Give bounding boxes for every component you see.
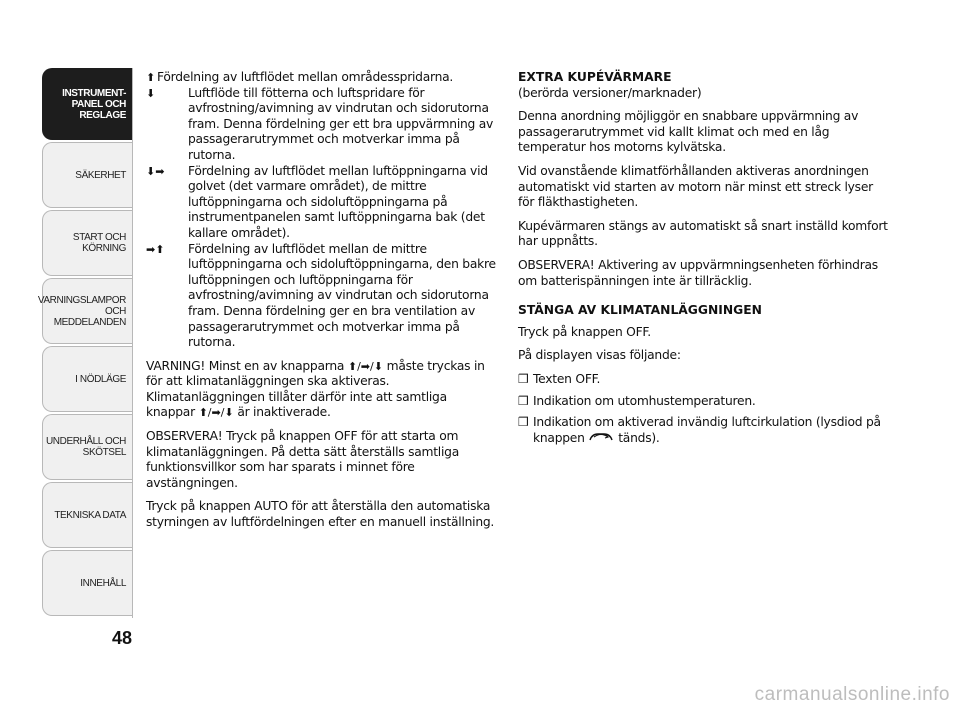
section-heading-2: STÄNGA AV KLIMATANLÄGGNINGEN bbox=[518, 303, 762, 318]
left-column bbox=[146, 70, 498, 539]
tab-varningslampor[interactable]: VARNINGSLAMPOR OCH MEDDELANDEN bbox=[42, 278, 132, 344]
arrow-down-icon: ⬇ bbox=[146, 86, 156, 100]
list-item: ⬆ Fördelning av luftflödet mellan områdesspridarna. bbox=[146, 70, 454, 84]
list-item: ➡⬆ Fördelning av luftflödet mellan de mittre luftöppningarna och sidoluftöppningarna, den bakre luftöppningen och luftöppningarna för avfrostning/avimning av vindrutan och sidorutorna fram. Denna fördelning ger en bra ventilation av passagerarutrymmet och motverkar imma på rutorna. bbox=[146, 241, 496, 350]
chapter-tabs bbox=[37, 68, 132, 618]
right-column bbox=[518, 70, 890, 452]
note-off-paragraph: OBSERVERA! Tryck på knappen OFF för att starta om klimatanläggningen. På detta sätt återställs samtliga funktionsvillkor som har sparats i minnet före avstängningen. bbox=[146, 429, 459, 490]
paragraph: På displayen visas följande: bbox=[518, 348, 681, 363]
checkbox-bullet-icon: ❒ bbox=[518, 371, 529, 386]
paragraph: Kupévärmaren stängs av automatiskt så snart inställd komfort har uppnåtts. bbox=[518, 218, 888, 249]
tab-start-och-korning[interactable]: START OCH KÖRNING bbox=[42, 210, 132, 276]
auto-paragraph: Tryck på knappen AUTO för att återställa den automatiska styrningen av luftfördelningen efter en manuell inställning. bbox=[146, 499, 495, 530]
watermark: carmanualsonline.info bbox=[754, 684, 950, 705]
checkbox-bullet-icon: ❒ bbox=[518, 415, 529, 430]
arrow-down-right-icon: ⬇➡ bbox=[146, 164, 165, 178]
section-heading: EXTRA KUPÉVÄRMARE bbox=[518, 70, 672, 84]
checkbox-bullet-icon: ❒ bbox=[518, 393, 529, 408]
arrow-right-up-icon: ➡⬆ bbox=[146, 242, 165, 256]
tab-tekniska-data[interactable]: TEKNISKA DATA bbox=[42, 482, 132, 548]
bullet-item: ❒ Texten OFF. bbox=[518, 371, 601, 386]
page-number: 48 bbox=[111, 628, 132, 648]
arrow-up-icon: ⬆ bbox=[146, 71, 156, 84]
tab-underhall[interactable]: UNDERHÅLL OCH SKÖTSEL bbox=[42, 414, 132, 480]
tab-innehall[interactable]: INNEHÅLL bbox=[42, 550, 132, 616]
paragraph: Vid ovanstående klimatförhållanden aktiveras anordningen automatiskt vid starten av motorn när minst ett streck lyser för fläkthastigheten. bbox=[518, 163, 873, 210]
paragraph: Tryck på knappen OFF. bbox=[518, 324, 651, 339]
warning-paragraph: VARNING! Minst en av knapparna ⬆/➡/⬇ måste tryckas in för att klimatanläggningen ska aktiveras. Klimatanläggningen tillåter därför inte att samtliga knappar ⬆/➡/⬇ är inaktiverade. bbox=[146, 358, 485, 420]
tab-sakerhet[interactable]: SÄKERHET bbox=[42, 142, 132, 208]
arrows-icon: ⬆/➡/⬇ bbox=[198, 406, 234, 420]
paragraph: Denna anordning möjliggör en snabbare uppvärmning av passagerarutrymmet vid kallt klimat och med en låg temperatur hos motorns kylvätska. bbox=[518, 109, 859, 155]
arrows-icon: ⬆/➡/⬇ bbox=[347, 359, 383, 373]
bullet-item: ❒ Indikation om aktiverad invändig luftcirkulation (lysdiod på knappen tänds). bbox=[518, 415, 881, 445]
tab-i-nodlage[interactable]: I NÖDLÄGE bbox=[42, 346, 132, 412]
tab-instrumentpanel[interactable]: INSTRUMENT-PANEL OCH REGLAGE bbox=[42, 68, 132, 140]
list-item: ⬇ Luftflöde till fötterna och luftspridare för avfrostning/avimning av vindrutan och sidorutorna fram. Denna fördelning ger ett bra uppvärmning av passagerarutrymmet och motverkar imma på rutorna. bbox=[146, 85, 494, 162]
tabs-divider bbox=[132, 68, 133, 618]
section-subheading: (berörda versioner/marknader) bbox=[518, 85, 702, 100]
list-item: ⬇➡ Fördelning av luftflödet mellan luftöppningarna vid golvet (det varmare området), de mittre luftöppningarna och sidoluftöppningarna på instrumentpanelen samt luftöppningarna bak (det kallare området). bbox=[146, 163, 488, 240]
paragraph: OBSERVERA! Aktivering av uppvärmningsenheten förhindras om batterispänningen inte är tillräcklig. bbox=[518, 257, 878, 288]
bullet-item: ❒ Indikation om utomhustemperaturen. bbox=[518, 393, 756, 408]
recirculation-car-icon bbox=[588, 431, 618, 446]
